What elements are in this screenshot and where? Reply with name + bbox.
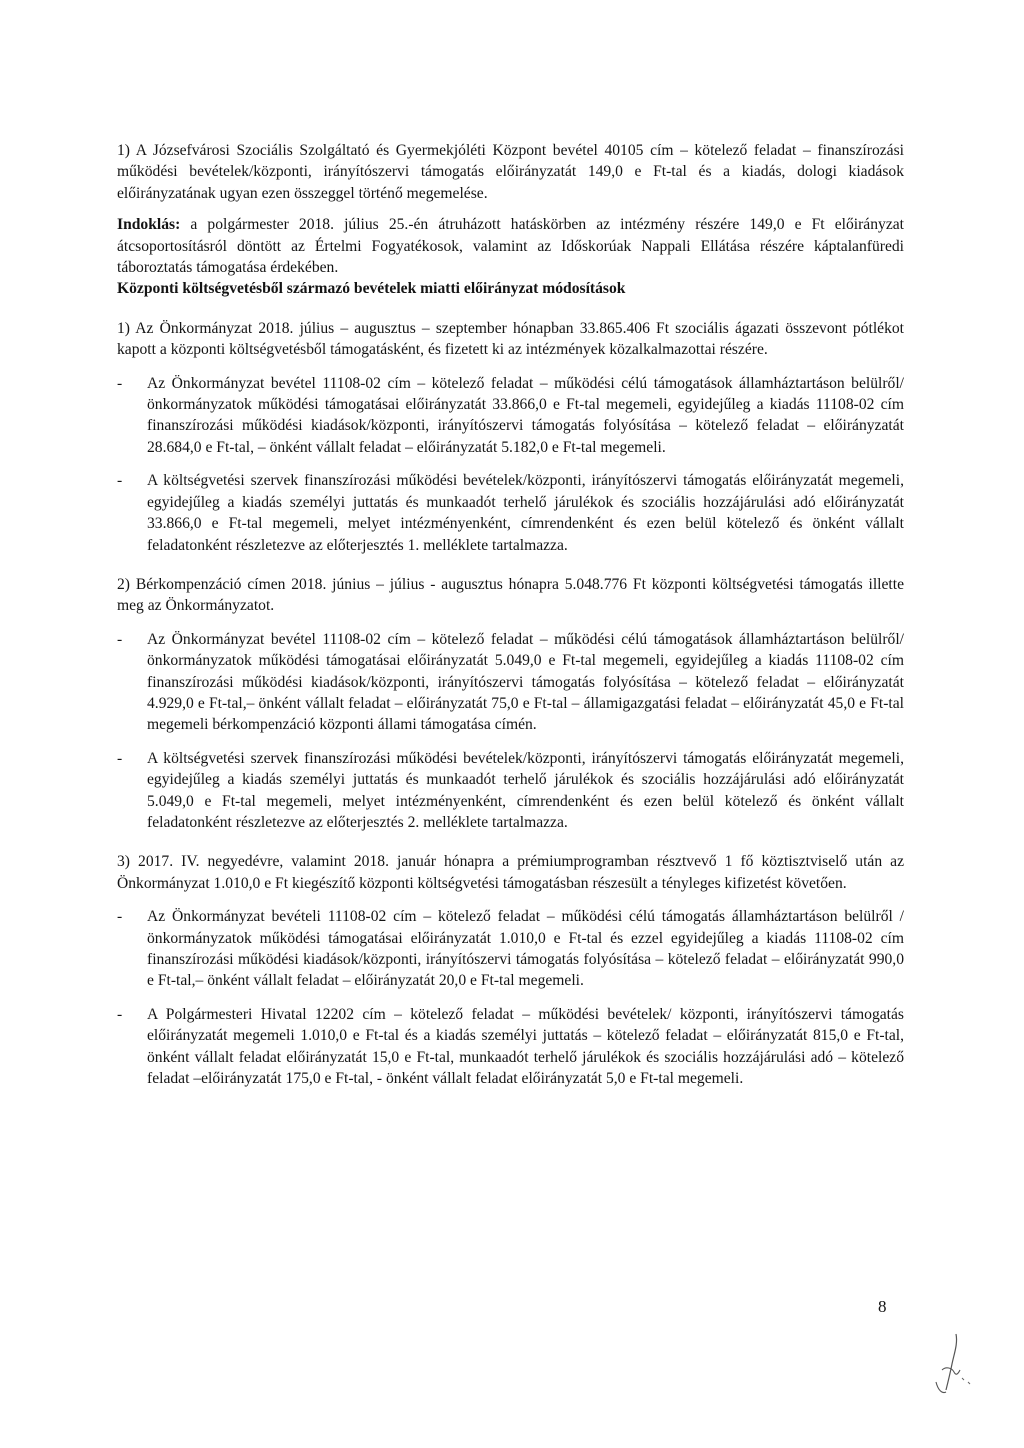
list-item-text: Az Önkormányzat bevétel 11108-02 cím – kötelező feladat – működési célú támogatások államháztartáson belülről/önkormányzatok működési támogatásai előirányzatát 33.866,0 e Ft-tal megemeli, egyidejűleg a kiadás 11108-02 cím finanszírozási működési kiadások/központi, irányítószervi támogatás folyósítása – kötelező feladat – előirányzatát 28.684,0 e Ft-tal, – önként vállalt feladat – előirányzatát 5.182,0 e Ft-tal megemeli. [147, 374, 904, 456]
list-item [117, 1004, 904, 1090]
paragraph-item-3: 3) 2017. IV. negyedévre, valamint 2018. január hónapra a prémiumprogramban résztvevő 1 fő köztisztviselő után az Önkormányzat 1.010,0 e Ft kiegészítő központi költségvetési támogatásban részesült a tényleges kifizetést követően. [117, 853, 904, 892]
list-item-text: Az Önkormányzat bevételi 11108-02 cím – kötelező feladat – működési célú támogatás államháztartáson belülről /önkormányzatok működési támogatásai előirányzatát 1.010,0 e Ft-tal és ezzel egyidejűleg a kiadás 11108-02 cím finanszírozási működési kiadások/központi, irányítószervi támogatás folyósítása – kötelező feladat – előirányzatát 990,0 e Ft-tal,– önként vállalt feladat – előirányzatát 20,0 e Ft-tal megemeli. [147, 908, 904, 990]
list-item-text: A költségvetési szervek finanszírozási működési bevételek/központi, irányítószervi támogatás előirányzatát megemeli, egyidejűleg a kiadás személyi juttatás és munkaadót terhelő járulékok és szociális hozzájárulási adó előirányzatát 33.866,0 e Ft-tal megemeli, melyet intézményenként, címrendenként és ezen belül kötelező és önként vállalt feladatonként részletezve az előterjesztés 1. melléklete tartalmazza. [147, 472, 904, 554]
paragraph-jszgyk-item: 1) A Józsefvárosi Szociális Szolgáltató és Gyermekjóléti Központ bevétel 40105 cím – kötelező feladat – finanszírozási működési bevételek/központi, irányítószervi támogatás előirányzatát 149,0 e Ft-tal és a kiadás, dologi kiadások előirányzatának ugyan ezen összeggel történő megemelése. [117, 142, 904, 202]
justification-label: Indoklás: [117, 216, 181, 234]
list-item [117, 470, 904, 556]
bullet-dash: - [117, 472, 123, 490]
list-item [117, 373, 904, 459]
bullet-dash: - [117, 1005, 123, 1023]
document-body [117, 140, 904, 1089]
list-item [117, 629, 904, 736]
list-item [117, 748, 904, 834]
list-item-text: A költségvetési szervek finanszírozási működési bevételek/központi, irányítószervi támogatás előirányzatát megemeli, egyidejűleg a kiadás személyi juttatás és munkaadót terhelő járulékok és szociális hozzájárulási adó előirányzatát 5.049,0 e Ft-tal megemeli, melyet intézményenként, címrendenként és ezen belül kötelező és önként vállalt feladatonként részletezve az előterjesztés 2. melléklete tartalmazza. [147, 749, 904, 831]
list-item [117, 906, 904, 992]
bullet-dash: - [117, 908, 123, 926]
list-item-text: Az Önkormányzat bevétel 11108-02 cím – kötelező feladat – működési célú támogatások államháztartáson belülről/önkormányzatok működési támogatásai előirányzatát 5.049,0 e Ft-tal megemeli, egyidejűleg a kiadás 11108-02 cím finanszírozási működési kiadások/központi, irányítószervi támogatás folyósítása – kötelező feladat – előirányzatát 4.929,0 e Ft-tal,– önként vállalt feladat – előirányzatát 75,0 e Ft-tal – államigazgatási feladat – előirányzatát 45,0 e Ft-tal megemeli bérkompenzáció központi állami támogatása címén. [147, 630, 904, 734]
paragraph-item-1: 1) Az Önkormányzat 2018. július – augusztus – szeptember hónapban 33.865.406 Ft szociális ágazati összevont pótlékot kapott a központi költségvetésből támogatásként, és fizetett ki az intézmények közalkalmazottai részére. [117, 319, 904, 359]
bullet-dash: - [117, 630, 123, 648]
list-item-text: A Polgármesteri Hivatal 12202 cím – kötelező feladat – működési bevételek/ központi, irányítószervi támogatás előirányzatát megemeli 1.010,0 e Ft-tal és a kiadás személyi juttatás – kötelező feladat – előirányzatát 815,0 e Ft-tal, önként vállalt feladat előirányzatát 15,0 e Ft-tal, munkaadót terhelő járulékok és szociális hozzájárulási adó – kötelező feladat –előirányzatát 175,0 e Ft-tal, - önként vállalt feladat előirányzatát 5,0 e Ft-tal megemeli. [147, 1005, 904, 1088]
section-heading: Központi költségvetésből származó bevételek miatti előirányzat módosítások [117, 280, 626, 298]
page-number: 8 [878, 1297, 887, 1316]
justification-text: a polgármester 2018. július 25.-én átruházott hatáskörben az intézmény részére 149,0 e Ft előirányzat átcsoportosításról döntött az Értelmi Fogyatékosok, valamint az Időskorúak Nappali Ellátása részére káptalanfüredi táboroztatás támogatása érdekében. [117, 216, 904, 277]
bullet-dash: - [117, 749, 123, 767]
handwritten-initials [928, 1330, 978, 1400]
paragraph-item-2: 2) Bérkompenzáció címen 2018. június – július - augusztus hónapra 5.048.776 Ft központi költségvetési támogatás illette meg az Önkormányzatot. [117, 575, 904, 615]
bullet-dash: - [117, 374, 123, 392]
justification-paragraph [117, 214, 904, 278]
